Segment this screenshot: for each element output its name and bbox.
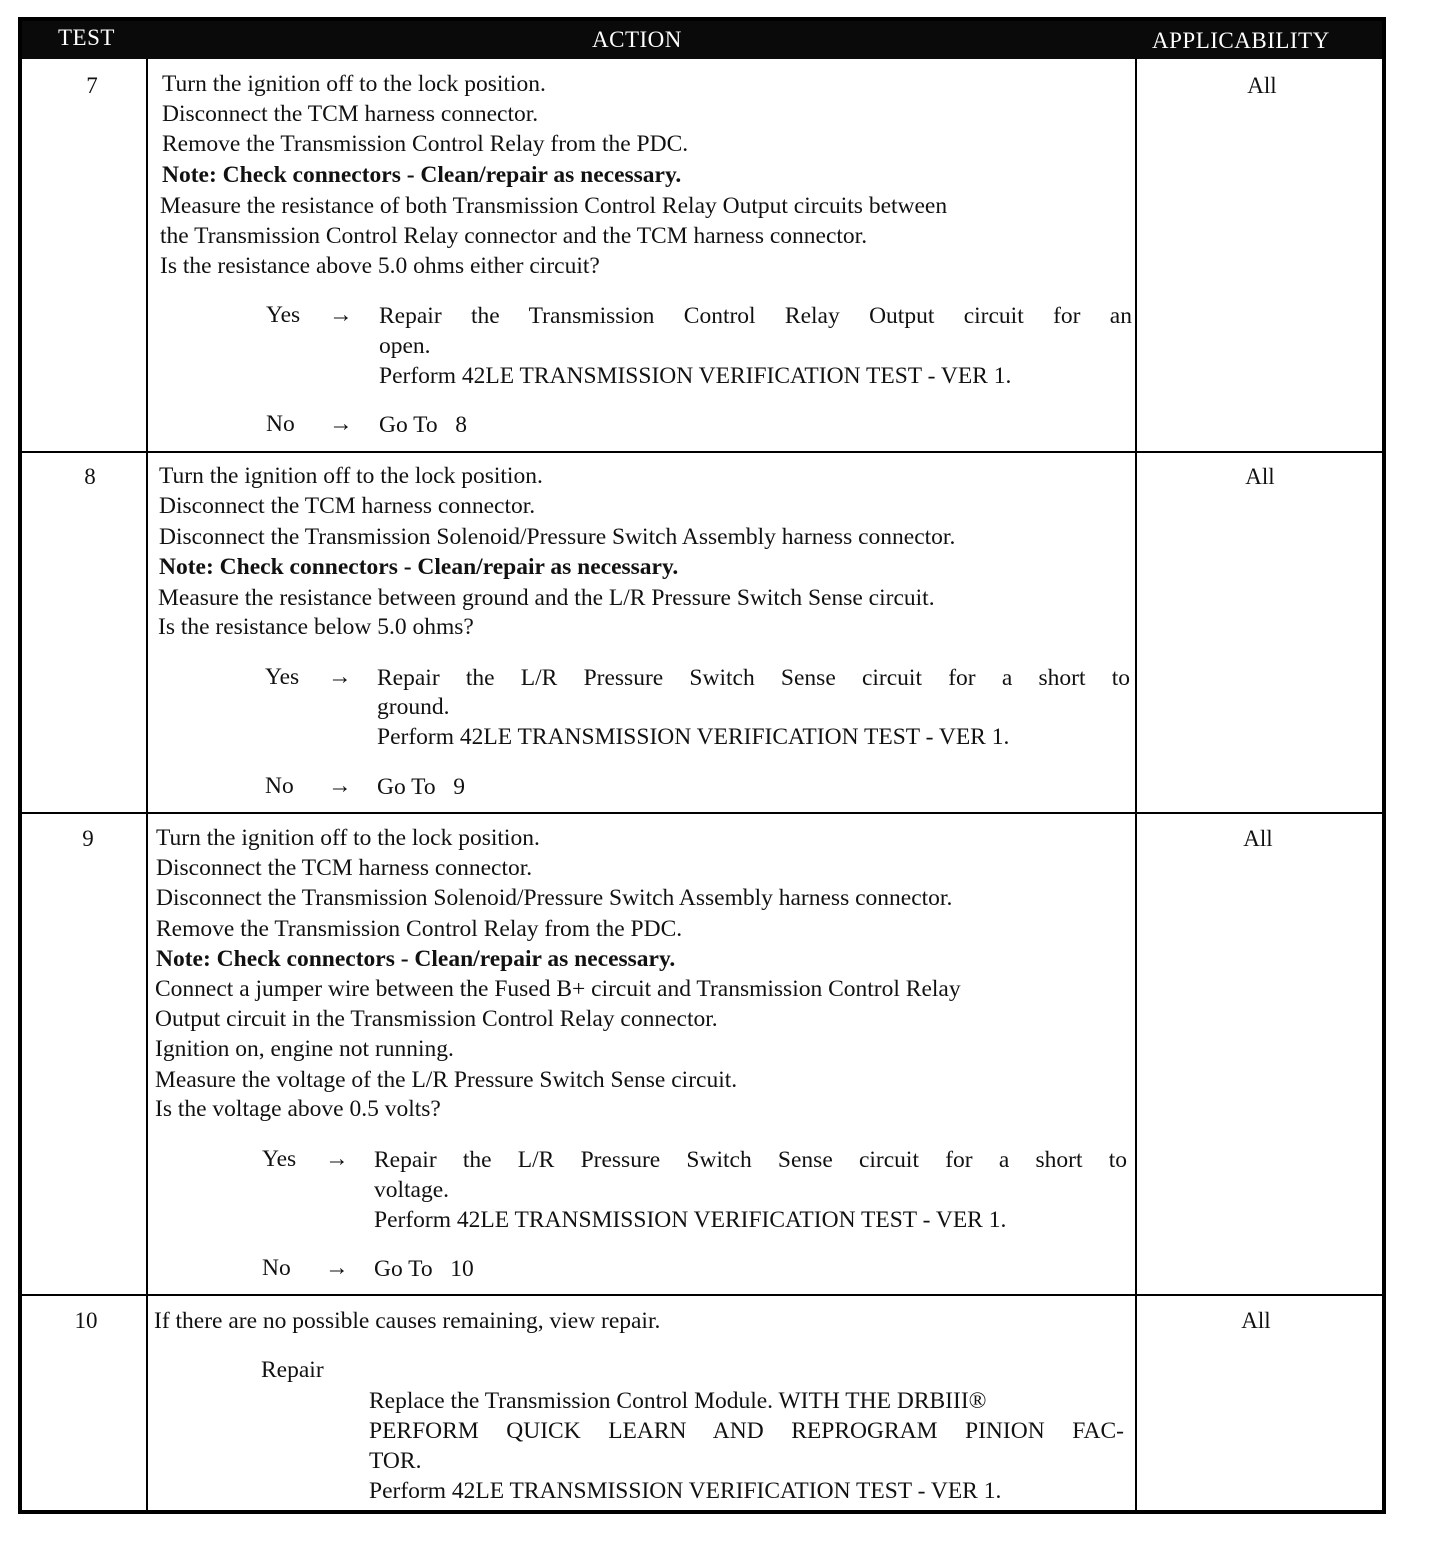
step-text: If there are no possible causes remaining, view repair. xyxy=(154,1308,661,1334)
test-number: 9 xyxy=(82,826,94,851)
header-action: ACTION xyxy=(592,27,682,52)
yes-action: open. xyxy=(379,333,431,359)
no-action: Go To 9 xyxy=(377,774,466,800)
step-text: Disconnect the Transmission Solenoid/Pressure Switch Assembly harness connector. xyxy=(156,885,953,911)
step-text: Disconnect the TCM harness connector. xyxy=(162,101,539,127)
diagnostic-table xyxy=(18,17,1386,1514)
step-text: Remove the Transmission Control Relay from the PDC. xyxy=(162,131,689,157)
yes-action: Repair the Transmission Control Relay Output circuit for an xyxy=(379,303,1132,329)
no-action: Go To 10 xyxy=(374,1256,474,1282)
yes-action: Perform 42LE TRANSMISSION VERIFICATION TEST - VER 1. xyxy=(374,1207,1007,1233)
row-divider xyxy=(22,451,1382,453)
header-applicability: APPLICABILITY xyxy=(1152,28,1330,53)
step-text: Is the voltage above 0.5 volts? xyxy=(155,1096,441,1122)
step-text: Ignition on, engine not running. xyxy=(155,1036,454,1062)
no-label: No xyxy=(265,773,294,799)
header-test: TEST xyxy=(58,25,115,50)
applicability-value: All xyxy=(1245,464,1275,489)
step-text: Turn the ignition off to the lock position. xyxy=(162,71,546,97)
no-action: Go To 8 xyxy=(379,412,468,438)
yes-action: Perform 42LE TRANSMISSION VERIFICATION TEST - VER 1. xyxy=(377,724,1010,750)
test-number: 8 xyxy=(84,464,96,489)
yes-action: Repair the L/R Pressure Switch Sense circuit for a short to xyxy=(377,665,1130,691)
repair-action: Perform 42LE TRANSMISSION VERIFICATION TEST - VER 1. xyxy=(369,1478,1002,1504)
test-number: 10 xyxy=(74,1308,98,1333)
table-header xyxy=(22,21,1382,59)
step-text: Is the resistance below 5.0 ohms? xyxy=(158,614,474,640)
arrow-icon: → xyxy=(328,664,352,690)
step-text: Disconnect the Transmission Solenoid/Pressure Switch Assembly harness connector. xyxy=(159,524,956,550)
step-text: Connect a jumper wire between the Fused B+ circuit and Transmission Control Relay xyxy=(155,976,961,1002)
step-text: Output circuit in the Transmission Control Relay connector. xyxy=(155,1006,718,1032)
yes-label: Yes xyxy=(262,1146,297,1172)
yes-label: Yes xyxy=(265,664,300,690)
note-text: Note: Check connectors - Clean/repair as necessary. xyxy=(159,554,679,580)
arrow-icon: → xyxy=(328,773,352,799)
arrow-icon: → xyxy=(329,411,353,437)
no-label: No xyxy=(262,1255,291,1281)
step-text: Is the resistance above 5.0 ohms either circuit? xyxy=(160,253,600,279)
step-text: Measure the voltage of the L/R Pressure Switch Sense circuit. xyxy=(155,1067,738,1093)
yes-action: Repair the L/R Pressure Switch Sense circuit for a short to xyxy=(374,1147,1127,1173)
note-text: Note: Check connectors - Clean/repair as necessary. xyxy=(162,162,682,188)
test-number: 7 xyxy=(86,73,98,98)
step-text: Disconnect the TCM harness connector. xyxy=(159,493,536,519)
repair-label: Repair xyxy=(261,1357,324,1383)
yes-action: voltage. xyxy=(374,1177,450,1203)
yes-action: ground. xyxy=(377,694,450,720)
arrow-icon: → xyxy=(325,1146,349,1172)
arrow-icon: → xyxy=(329,302,353,328)
yes-label: Yes xyxy=(266,302,301,328)
repair-action: Replace the Transmission Control Module. WITH THE DRBIII® xyxy=(369,1388,987,1414)
step-text: Disconnect the TCM harness connector. xyxy=(156,855,533,881)
step-text: Turn the ignition off to the lock position. xyxy=(159,463,543,489)
step-text: Measure the resistance of both Transmission Control Relay Output circuits between xyxy=(160,193,948,219)
row-divider xyxy=(22,812,1382,814)
step-text: the Transmission Control Relay connector and the TCM harness connector. xyxy=(160,223,868,249)
step-text: Turn the ignition off to the lock position. xyxy=(156,825,540,851)
applicability-value: All xyxy=(1241,1308,1271,1333)
step-text: Remove the Transmission Control Relay from the PDC. xyxy=(156,916,683,942)
row-divider xyxy=(22,1294,1382,1296)
applicability-value: All xyxy=(1243,826,1273,851)
note-text: Note: Check connectors - Clean/repair as necessary. xyxy=(156,946,676,972)
no-label: No xyxy=(266,411,295,437)
arrow-icon: → xyxy=(325,1255,349,1281)
yes-action: Perform 42LE TRANSMISSION VERIFICATION TEST - VER 1. xyxy=(379,363,1012,389)
repair-action: TOR. xyxy=(369,1448,422,1474)
applicability-value: All xyxy=(1247,73,1277,98)
step-text: Measure the resistance between ground and the L/R Pressure Switch Sense circuit. xyxy=(158,585,935,611)
repair-action: PERFORM QUICK LEARN AND REPROGRAM PINION FAC- xyxy=(369,1418,1124,1444)
